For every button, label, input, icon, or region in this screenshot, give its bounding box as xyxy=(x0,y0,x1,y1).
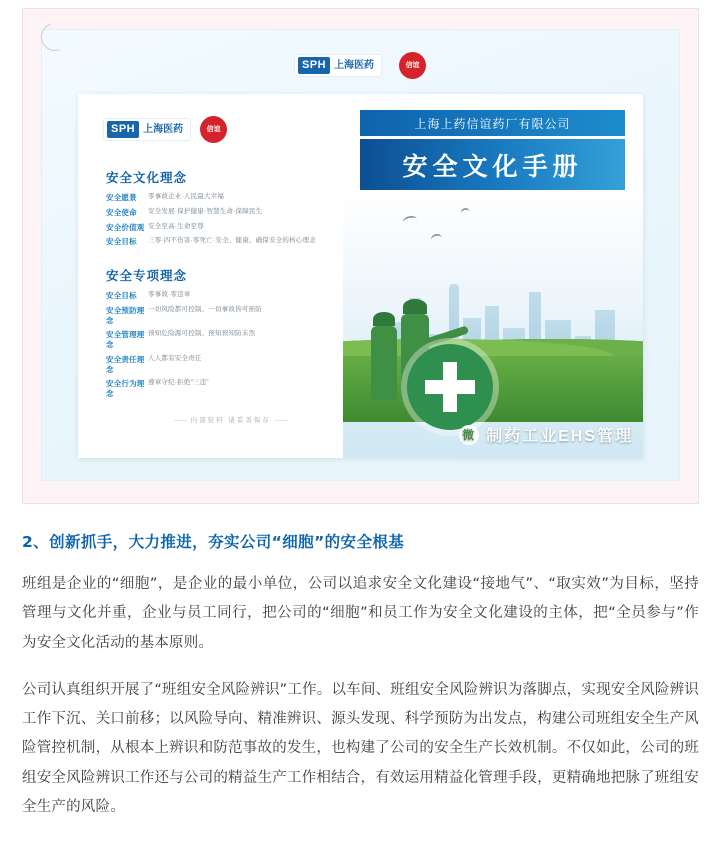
concept-key: 安全价值观 xyxy=(106,222,145,232)
cover-illustration xyxy=(343,190,643,458)
cover-main-title: 安全文化手册 xyxy=(360,139,625,193)
safety-cross-emblem xyxy=(407,344,493,430)
concept-key: 安全愿景 xyxy=(106,193,137,202)
concept-row xyxy=(106,208,356,218)
paragraph: 公司认真组织开展了“班组安全风险辨识”工作。以车间、班组安全风险辨识为落脚点，实现安全风险辨识工作下沉、关口前移；以风险导向、精准辨识、源头发现、科学预防为出发点，构建公司班组安全生产风险管控机制，从根本上辨识和防范事故的发生，也构建了公司的安全生产长效机制。不仅如此，公司的班组安全风险辨识工作还与公司的精益生产工作相结合，有效运用精益化管理手段，更精确地把脉了班组安全生产的风险。 xyxy=(22,681,699,815)
concept-row xyxy=(106,193,356,203)
article-body xyxy=(22,530,699,822)
concept-key: 安全管理理念 xyxy=(106,330,145,349)
cover-logos xyxy=(104,116,227,143)
cover-image-figure xyxy=(22,8,699,504)
cover-footer-note xyxy=(174,415,288,424)
sph-logo-mark: SPH xyxy=(298,57,330,74)
concept-value: 遵章守纪·拒绝“三违” xyxy=(148,379,209,387)
concept-key: 安全责任理念 xyxy=(106,354,145,374)
helmet-icon xyxy=(403,299,427,314)
concept-key: 安全目标 xyxy=(106,291,137,300)
worker-body xyxy=(371,326,397,400)
concept-key: 安全行为理念 xyxy=(106,379,145,398)
footer-dash-left: —— xyxy=(174,417,191,424)
concept-row xyxy=(106,306,356,326)
sph-logo-cover xyxy=(104,119,190,140)
concept-row xyxy=(106,291,356,301)
concept-section-title-2: 安全专项理念 xyxy=(106,269,188,283)
concept-key: 安全预防理念 xyxy=(106,305,145,325)
footer-note-text: 内部资料 请妥善保存 xyxy=(190,417,271,424)
concept-value: 零事故·零违章 xyxy=(148,291,191,298)
sph-logo-top xyxy=(295,55,381,76)
section-heading: 2、创新抓手，大力推进，夯实公司“细胞”的安全根基 xyxy=(22,533,405,551)
concept-value: 三零·四不伤害·零死亡·安全、健康、确保安全的核心理念 xyxy=(148,237,316,245)
paragraph: 班组是企业的“细胞”，是企业的最小单位，公司以追求安全文化建设“接地气”、“取实效”为目标，坚持管理与文化并重，企业与员工同行，把公司的“细胞”和员工作为安全文化建设的主体，把“全员参与”作为安全文化活动的基本原则。 xyxy=(22,576,699,651)
concept-value: 人人都有安全责任 xyxy=(148,354,202,362)
concept-value: 预知危险源可控制、预知预知防未然 xyxy=(148,330,256,338)
handbook-cover xyxy=(78,94,643,458)
cover-concept-lists xyxy=(106,168,356,404)
concept-value: 安全发展·保护健康·智慧生命·保障民生 xyxy=(148,207,263,215)
figure-top-logos xyxy=(42,52,679,79)
wechat-icon: 微 xyxy=(459,425,479,445)
concept-row xyxy=(106,237,356,247)
concept-row xyxy=(106,330,356,350)
sph-logo-mark-cover: SPH xyxy=(107,121,139,138)
concept-value: 安全至高·生命至尊 xyxy=(148,222,204,230)
concept-section-title-1: 安全文化理念 xyxy=(106,171,188,185)
concept-value: 一切风险都可控制、一切事故皆可预防 xyxy=(148,305,262,313)
xinyi-logo-top: 信谊 xyxy=(399,52,426,79)
xinyi-logo-cover: 信谊 xyxy=(200,116,227,143)
footer-dash-right: —— xyxy=(270,417,288,424)
article-page xyxy=(0,8,721,852)
concept-value: 零事故企业·人民最大幸福 xyxy=(148,193,225,200)
cover-company-name: 上海上药信谊药厂有限公司 xyxy=(360,110,625,136)
helmet-icon xyxy=(373,312,395,326)
wechat-account-name: 制药工业EHS管理 xyxy=(486,428,633,445)
concept-row xyxy=(106,355,356,375)
concept-spacer xyxy=(106,252,356,266)
concept-key: 安全目标 xyxy=(106,237,137,247)
concept-row xyxy=(106,379,356,399)
wechat-account-bar xyxy=(459,423,633,446)
sph-logo-cn-cover: 上海医药 xyxy=(143,123,184,135)
concept-key: 安全使命 xyxy=(106,207,137,217)
figure-inner-canvas xyxy=(41,29,680,481)
concept-row xyxy=(106,223,356,233)
sph-logo-cn: 上海医药 xyxy=(334,59,375,71)
